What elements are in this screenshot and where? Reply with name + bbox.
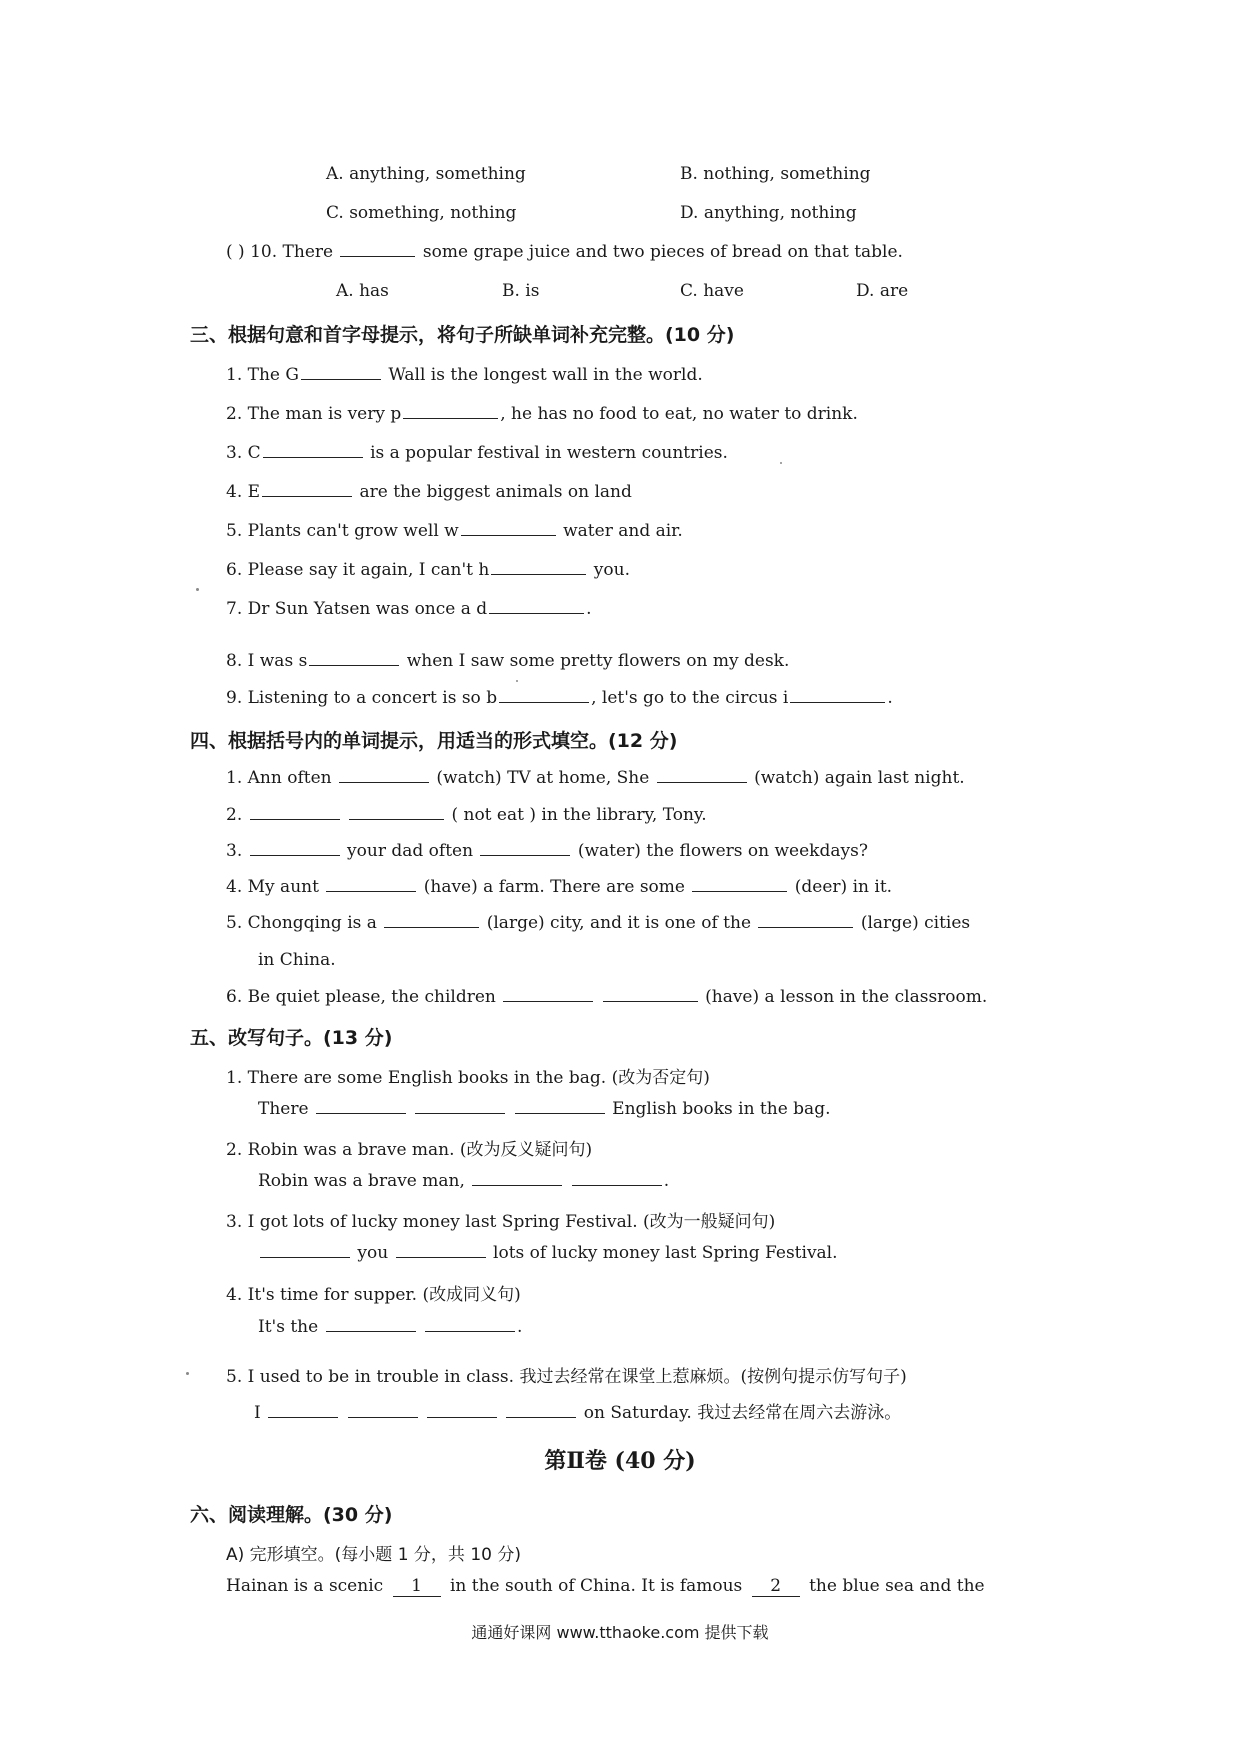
s4-item-4: 4. My aunt (have) a farm. There are some (deer) in it. <box>226 877 893 897</box>
scan-speck <box>196 588 199 591</box>
cloze-passage: Hainan is a scenic 1 in the south of China. It is famous 2 the blue sea and the <box>226 1576 985 1596</box>
s3-item-4: 4. E are the biggest animals on land <box>226 482 632 502</box>
s5-item-1-question: 1. There are some English books in the bag. (改为否定句) <box>226 1068 710 1088</box>
answer-blank[interactable] <box>461 521 556 536</box>
s5-item-4-question: 4. It's time for supper. (改成同义句) <box>226 1285 521 1305</box>
s5-item-3-answer: you lots of lucky money last Spring Festival. <box>258 1243 838 1263</box>
s5-item-5-answer: I on Saturday. 我过去经常在周六去游泳。 <box>254 1403 902 1423</box>
s4-item-5: 5. Chongqing is a (large) city, and it is one of the (large) cities <box>226 913 971 933</box>
answer-paren: ( ) <box>226 242 245 262</box>
q10-option-d: D. are <box>856 281 909 301</box>
answer-blank[interactable] <box>263 443 363 458</box>
answer-blank[interactable] <box>326 1317 416 1332</box>
answer-blank[interactable] <box>692 877 787 892</box>
section-4-heading: 四、根据括号内的单词提示，用适当的形式填空。(12 分) <box>190 730 678 752</box>
answer-blank[interactable] <box>316 1099 406 1114</box>
answer-blank[interactable] <box>758 913 853 928</box>
s5-item-2-question: 2. Robin was a brave man. (改为反义疑问句) <box>226 1140 593 1160</box>
cloze-blank-2[interactable]: 2 <box>752 1576 800 1597</box>
s5-item-5-question: 5. I used to be in trouble in class. 我过去经常在课堂上惹麻烦。(按例句提示仿写句子) <box>226 1367 907 1387</box>
section-6-heading: 六、阅读理解。(30 分) <box>190 1504 393 1526</box>
answer-blank[interactable] <box>506 1403 576 1418</box>
answer-blank[interactable] <box>427 1403 497 1418</box>
answer-blank[interactable] <box>309 651 399 666</box>
q10-option-b: B. is <box>502 281 540 301</box>
s3-item-2: 2. The man is very p , he has no food to eat, no water to drink. <box>226 404 858 424</box>
s3-item-6: 6. Please say it again, I can't h you. <box>226 560 630 580</box>
q9-option-b: B. nothing, something <box>680 164 871 184</box>
answer-blank[interactable] <box>572 1171 662 1186</box>
q9-option-c: C. something, nothing <box>326 203 517 223</box>
answer-blank[interactable] <box>503 987 593 1002</box>
s4-item-3: 3. your dad often (water) the flowers on weekdays? <box>226 841 868 861</box>
answer-blank[interactable] <box>339 768 429 783</box>
answer-blank[interactable] <box>472 1171 562 1186</box>
s5-item-3-question: 3. I got lots of lucky money last Spring Festival. (改为一般疑问句) <box>226 1212 776 1232</box>
q10-question: ( ) 10. There some grape juice and two pieces of bread on that table. <box>226 242 903 262</box>
s4-item-1: 1. Ann often (watch) TV at home, She (watch) again last night. <box>226 768 965 788</box>
answer-blank[interactable] <box>262 482 352 497</box>
answer-blank[interactable] <box>790 688 885 703</box>
q9-option-a: A. anything, something <box>326 164 526 184</box>
s5-item-4-answer: It's the . <box>258 1317 523 1337</box>
answer-blank[interactable] <box>340 242 415 257</box>
s4-item-6: 6. Be quiet please, the children (have) a lesson in the classroom. <box>226 987 988 1007</box>
cloze-blank-1[interactable]: 1 <box>393 1576 441 1597</box>
scan-speck <box>780 462 782 464</box>
answer-blank[interactable] <box>491 560 586 575</box>
q10-option-c: C. have <box>680 281 744 301</box>
answer-blank[interactable] <box>415 1099 505 1114</box>
part-2-title: 第Ⅱ卷 (40 分) <box>544 1448 696 1474</box>
answer-blank[interactable] <box>425 1317 515 1332</box>
answer-blank[interactable] <box>603 987 698 1002</box>
s3-item-9: 9. Listening to a concert is so b , let's go to the circus i . <box>226 688 893 708</box>
answer-blank[interactable] <box>250 805 340 820</box>
answer-blank[interactable] <box>260 1243 350 1258</box>
answer-blank[interactable] <box>301 365 381 380</box>
answer-blank[interactable] <box>515 1099 605 1114</box>
s4-item-2: 2. ( not eat ) in the library, Tony. <box>226 805 707 825</box>
answer-blank[interactable] <box>403 404 498 419</box>
answer-blank[interactable] <box>384 913 479 928</box>
s5-item-2-answer: Robin was a brave man, . <box>258 1171 670 1191</box>
scan-speck <box>186 1372 189 1375</box>
s3-item-8: 8. I was s when I saw some pretty flowers on my desk. <box>226 651 790 671</box>
answer-blank[interactable] <box>480 841 570 856</box>
answer-blank[interactable] <box>396 1243 486 1258</box>
answer-blank[interactable] <box>349 805 444 820</box>
s3-item-5: 5. Plants can't grow well w water and air. <box>226 521 683 541</box>
answer-blank[interactable] <box>657 768 747 783</box>
section-5-heading: 五、改写句子。(13 分) <box>190 1027 393 1049</box>
scan-speck <box>516 680 518 682</box>
section-3-heading: 三、根据句意和首字母提示，将句子所缺单词补充完整。(10 分) <box>190 324 735 346</box>
s6-subheading: A) 完形填空。(每小题 1 分，共 10 分) <box>226 1545 521 1565</box>
answer-blank[interactable] <box>348 1403 418 1418</box>
s5-item-1-answer: There English books in the bag. <box>258 1099 831 1119</box>
s3-item-3: 3. C is a popular festival in western countries. <box>226 443 728 463</box>
s3-item-7: 7. Dr Sun Yatsen was once a d . <box>226 599 592 619</box>
page-footer: 通通好课网 www.tthaoke.com 提供下载 <box>471 1623 769 1642</box>
q9-option-d: D. anything, nothing <box>680 203 857 223</box>
answer-blank[interactable] <box>326 877 416 892</box>
answer-blank[interactable] <box>499 688 589 703</box>
s4-item-5-cont: in China. <box>258 950 336 970</box>
answer-blank[interactable] <box>250 841 340 856</box>
q10-option-a: A. has <box>336 281 389 301</box>
answer-blank[interactable] <box>489 599 584 614</box>
question-number: 10. <box>250 242 278 262</box>
answer-blank[interactable] <box>268 1403 338 1418</box>
s3-item-1: 1. The G Wall is the longest wall in the world. <box>226 365 703 385</box>
